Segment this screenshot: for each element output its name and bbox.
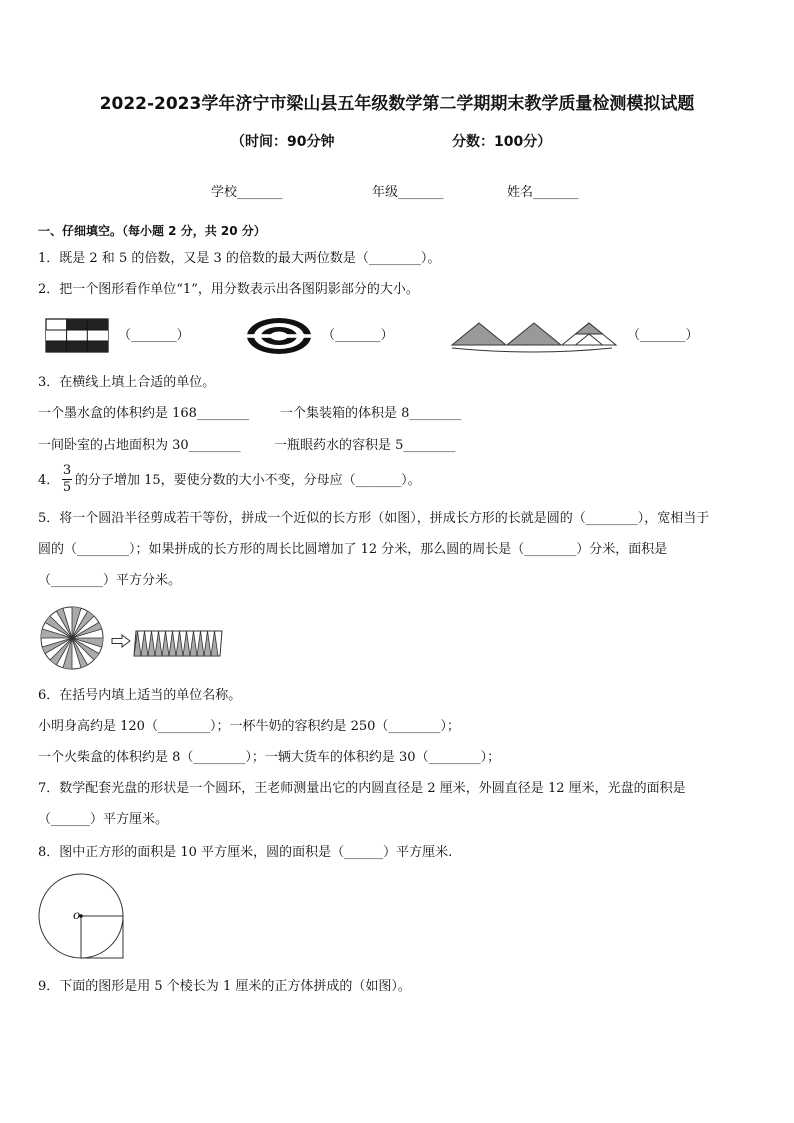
fraction-numerator: 3 <box>62 463 72 478</box>
name-field: 姓名_______ <box>507 185 579 200</box>
fraction-denominator: 5 <box>62 480 72 495</box>
arrow-icon <box>112 635 130 647</box>
question-3: 3．在横线上填上合适的单位。 <box>38 375 216 390</box>
fraction-three-fifths <box>62 464 72 495</box>
question-8: 8．图中正方形的面积是 10 平方厘米，圆的面积是（______）平方厘米. <box>38 845 453 860</box>
q3-item-c: 一间卧室的占地面积为 30________ <box>38 438 241 453</box>
question-6: 6．在括号内填上适当的单位名称。 <box>38 688 242 703</box>
rearranged-rectangle-figure <box>134 630 222 657</box>
q2-blank-1: （_______） <box>118 328 190 343</box>
question-5-line-2: 圆的（________）；如果拼成的长方形的周长比圆增加了 12 分米，那么圆的周长是（________）分米，面积是 <box>38 542 668 557</box>
exam-score: 分数：100分） <box>452 134 552 150</box>
question-2: 2．把一个图形看作单位“1”，用分数表示出各图阴影部分的大小。 <box>38 282 419 297</box>
circle-sectors-figure <box>40 606 104 670</box>
question-7-line-2: （______）平方厘米。 <box>38 812 169 827</box>
q3-item-a: 一个墨水盒的体积约是 168________ <box>38 406 249 421</box>
circle-center-label: o <box>73 908 81 922</box>
question-5-line-3: （________）平方分米。 <box>38 573 182 588</box>
q2-blank-2: （_______） <box>322 328 394 343</box>
exam-title: 2022-2023学年济宁市梁山县五年级数学第二学期期末教学质量检测模拟试题 <box>99 94 695 114</box>
question-4: 的分子增加 15，要使分数的大小不变，分母应（_______）。 <box>75 473 421 488</box>
question-9: 9．下面的图形是用 5 个棱长为 1 厘米的正方体拼成的（如图）。 <box>38 979 411 994</box>
grid-rectangle-figure <box>46 319 108 352</box>
q2-blank-3: （_______） <box>627 328 699 343</box>
question-1: 1．既是 2 和 5 的倍数，又是 3 的倍数的最大两位数是（________）。 <box>38 251 441 266</box>
section-heading: 一、仔细填空。（每小题 2 分，共 20 分） <box>38 224 266 238</box>
school-field: 学校_______ <box>211 185 283 200</box>
exam-time: （时间：90分钟 <box>231 134 335 150</box>
question-6-line-2: 一个火柴盒的体积约是 8（________）；一辆大货车的体积约是 30（________）； <box>38 750 501 765</box>
grade-field: 年级_______ <box>372 185 444 200</box>
question-7-line-1: 7．数学配套光盘的形状是一个圆环，王老师测量出它的内圆直径是 2 厘米，外圆直径是 12 厘米，光盘的面积是 <box>38 781 686 796</box>
question-6-line-1: 小明身高约是 120（________）；一杯牛奶的容积约是 250（________）； <box>38 719 460 734</box>
question-4-number: 4． <box>38 473 60 488</box>
q3-item-b: 一个集装箱的体积是 8________ <box>280 406 462 421</box>
question-5-line-1: 5．将一个圆沿半径剪成若干等份，拼成一个近似的长方形（如图），拼成长方形的长就是圆的（________），宽相当于 <box>38 511 710 526</box>
circle-square-figure <box>38 873 128 963</box>
triangles-figure <box>452 320 612 354</box>
concentric-ring-figure <box>246 317 312 355</box>
q3-item-d: 一瓶眼药水的容积是 5________ <box>274 438 456 453</box>
